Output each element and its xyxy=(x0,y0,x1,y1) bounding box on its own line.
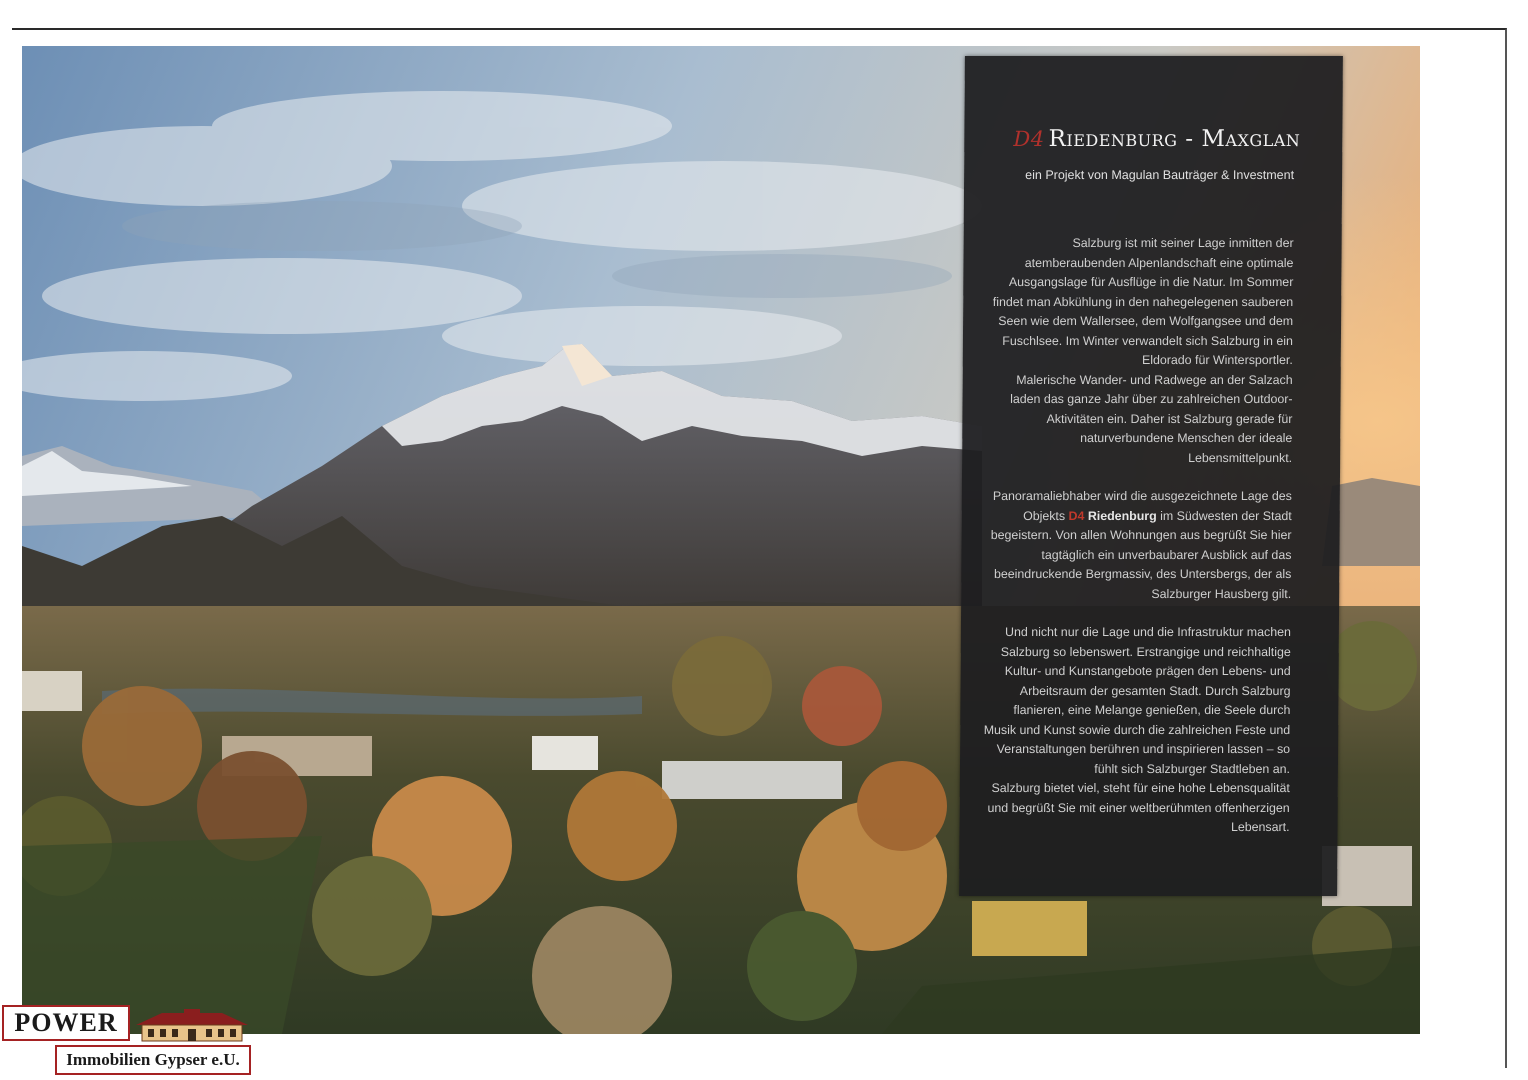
project-title xyxy=(1013,126,1300,152)
paragraph-salzburg-nature: Salzburg ist mit seiner Lage inmitten der atemberaubenden Alpenlandschaft eine optimale Ausgangslage für Ausflüge in die Natur. Im Sommer findet man Abkühlung in den nahegelegenen sauberen Seen wie dem Wallersee, dem Wolfgangsee und dem Fuschlsee. Im Winter verwandelt sich Salzburg in ein Eldorado für Wintersportler. xyxy=(992,236,1294,367)
paragraph-culture: Und nicht nur die Lage und die Infrastruktur machen Salzburg so lebenswert. Erstrangige und reichhaltige Kultur- und Kunstangebote prägen den Lebens- und Arbeitsraum der gesamten Stadt. Durch Salzburg flanieren, eine Melange genießen, die Seele durch Musik und Kunst sowie durch die zahlreichen Feste und Veranstaltungen berühren und inspirieren lassen – so fühlt sich Salzburger Stadtleben an. xyxy=(983,625,1291,776)
paragraph-outdoor: Malerische Wander- und Radwege an der Salzach laden das ganze Jahr über zu zahlreichen Outdoor-Aktivitäten ein. Daher ist Salzburg gerade für naturverbundene Menschen der ideale Lebensmittelpunkt. xyxy=(1010,372,1293,465)
title-brand: D4 xyxy=(1013,127,1045,151)
company-logo xyxy=(2,1005,252,1077)
inline-project-name: Riedenburg xyxy=(1087,508,1157,523)
title-name: Riedenburg - Maxglan xyxy=(1048,126,1301,152)
panorama-text-end: im Südwesten der Stadt begeistern. Von allen Wohnungen aus begrüßt Sie hier tagtäglich ein unverbaubarer Ausblick auf das beeindruckende Bergmassiv, des Untersbergs, der als Salzburger Hausberg gilt. xyxy=(990,508,1292,601)
body-text xyxy=(979,234,1293,838)
inline-brand: D4 xyxy=(1068,508,1085,523)
paragraph-panorama xyxy=(981,487,1292,604)
logo-power-text: POWER xyxy=(2,1005,130,1041)
text-panel xyxy=(959,56,1343,896)
project-subtitle: ein Projekt von Magulan Bauträger & Investment xyxy=(1025,168,1295,182)
panorama-text-start: Panoramaliebhaber wird die ausgezeichnete Lage des Objekts xyxy=(992,489,1292,523)
house-icon xyxy=(132,1007,252,1043)
paragraph-lifestyle: Salzburg bietet viel, steht für eine hohe Lebensqualität und begrüßt Sie mit einer weltberühmten offenherzigen Lebensart. xyxy=(987,781,1290,834)
logo-company-name: Immobilien Gypser e.U. xyxy=(55,1045,251,1075)
